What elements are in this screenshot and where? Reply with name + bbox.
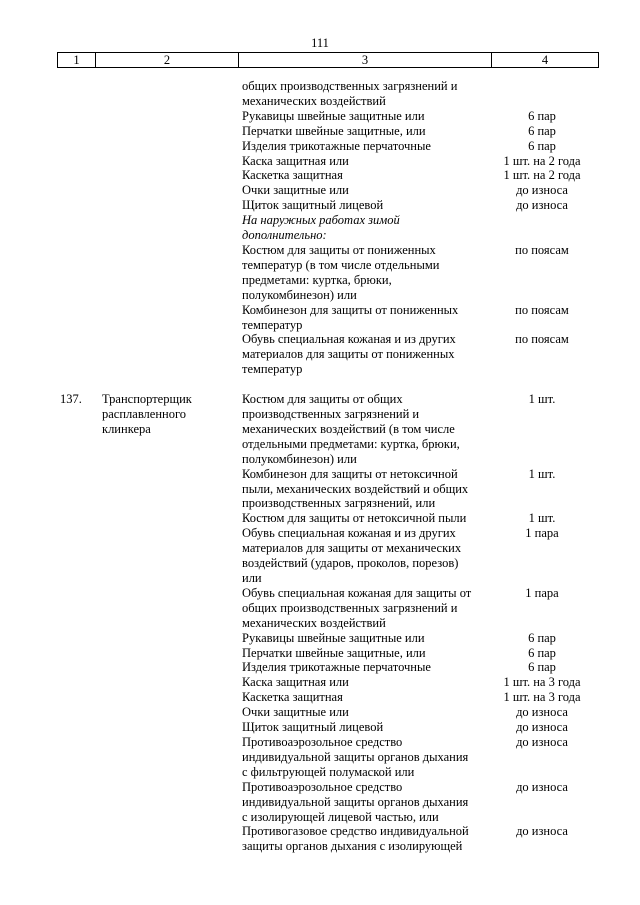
- table-row: [0, 168, 640, 183]
- table-row: [0, 631, 640, 646]
- table-row: [0, 332, 640, 377]
- issue-norm: 6 пар: [528, 123, 556, 138]
- ppe-item-line: Рукавицы швейные защитные или: [242, 630, 425, 645]
- page-number: 111: [311, 36, 329, 50]
- issue-norm: 1 шт.: [528, 392, 556, 407]
- table-row: [0, 392, 640, 467]
- ppe-item: [242, 332, 492, 377]
- table-row: [0, 720, 640, 735]
- ppe-item-line: механических воздействий (в том числе: [242, 421, 455, 436]
- ppe-item-line: Изделия трикотажные перчаточные: [242, 138, 431, 153]
- table-row: [0, 735, 640, 780]
- ppe-item: [242, 467, 492, 512]
- ppe-item-line: Рукавицы швейные защитные или: [242, 108, 425, 123]
- issue-norm: до износа: [516, 824, 568, 839]
- ppe-item: [242, 79, 492, 109]
- ppe-item: [242, 213, 492, 243]
- profession-name-line: расплавленного: [102, 407, 187, 422]
- table-row: [0, 660, 640, 675]
- table-row: [0, 780, 640, 825]
- ppe-item-line: Перчатки швейные защитные, или: [242, 645, 426, 660]
- ppe-item-line: Щиток защитный лицевой: [242, 198, 384, 213]
- table-row: [0, 675, 640, 690]
- ppe-item: [242, 780, 492, 825]
- profession-name-line: клинкера: [102, 421, 151, 436]
- ppe-item: [242, 139, 492, 154]
- table-row: [0, 154, 640, 169]
- column-header-1: 1: [58, 53, 96, 68]
- ppe-item-line: с фильтрующей полумаской или: [242, 764, 415, 779]
- table-row: [0, 511, 640, 526]
- issue-norm: до износа: [516, 734, 568, 749]
- ppe-item-line: Комбинезон для защиты от пониженных: [242, 302, 459, 317]
- ppe-item: [242, 690, 492, 705]
- ppe-item-line: общих производственных загрязнений и: [242, 600, 458, 615]
- row-number: 137.: [60, 392, 82, 407]
- table-row: [0, 243, 640, 303]
- ppe-item: [242, 705, 492, 720]
- ppe-item-line: предметами: куртка, брюки,: [242, 272, 392, 287]
- table-row: [0, 124, 640, 139]
- column-header-2: 2: [96, 53, 239, 68]
- issue-norm: до износа: [516, 779, 568, 794]
- issue-norm: 6 пар: [528, 660, 556, 675]
- ppe-item-line: Каска защитная или: [242, 675, 349, 690]
- ppe-item: [242, 511, 492, 526]
- ppe-item-line: индивидуальной защиты органов дыхания: [242, 794, 469, 809]
- ppe-item-line: Костюм для защиты от пониженных: [242, 242, 436, 257]
- column-header-row: [57, 52, 599, 68]
- ppe-item-line: с изолирующей лицевой частью, или: [242, 809, 439, 824]
- table-row: [0, 526, 640, 586]
- ppe-item-line: Костюм для защиты от нетоксичной пыли: [242, 511, 467, 526]
- ppe-item: [242, 646, 492, 661]
- ppe-item-line: Костюм для защиты от общих: [242, 392, 403, 407]
- ppe-item-line: Перчатки швейные защитные, или: [242, 123, 426, 138]
- issue-norm: до износа: [516, 198, 568, 213]
- table-row: [0, 646, 640, 661]
- issue-norm: до износа: [516, 720, 568, 735]
- issue-norm: 1 пара: [525, 526, 559, 541]
- table-row: [0, 139, 640, 154]
- norms-table-body: [0, 79, 640, 854]
- ppe-item-line: Обувь специальная кожаная для защиты от: [242, 585, 472, 600]
- issue-norm: по поясам: [515, 302, 569, 317]
- issue-norm: 6 пар: [528, 630, 556, 645]
- row-spacer: [0, 377, 640, 392]
- ppe-item-line: температур: [242, 362, 303, 377]
- ppe-item-line: температур: [242, 317, 303, 332]
- table-row: [0, 109, 640, 124]
- ppe-item-line: Обувь специальная кожаная и из других: [242, 526, 456, 541]
- ppe-item-line: На наружных работах зимой: [242, 213, 400, 228]
- issue-norm: по поясам: [515, 242, 569, 257]
- issue-norm: до износа: [516, 705, 568, 720]
- table-row: [0, 198, 640, 213]
- ppe-item-line: Противоаэрозольное средство: [242, 779, 403, 794]
- table-row: [0, 213, 640, 243]
- ppe-item-line: Изделия трикотажные перчаточные: [242, 660, 431, 675]
- ppe-item-line: Каскетка защитная: [242, 168, 343, 183]
- table-row: [0, 303, 640, 333]
- issue-norm: 1 шт.: [528, 511, 556, 526]
- ppe-item: [242, 631, 492, 646]
- issue-norm: 1 пара: [525, 585, 559, 600]
- ppe-item: [242, 526, 492, 586]
- ppe-item-line: отдельными предметами: куртка, брюки,: [242, 436, 460, 451]
- ppe-item-line: воздействий (ударов, проколов, порезов): [242, 556, 459, 571]
- issue-norm: 6 пар: [528, 138, 556, 153]
- column-header-4: 4: [492, 53, 599, 68]
- ppe-item-line: пыли, механических воздействий и общих: [242, 481, 469, 496]
- ppe-item: [242, 154, 492, 169]
- ppe-item: [242, 109, 492, 124]
- table-row: [0, 690, 640, 705]
- column-header-3: 3: [239, 53, 492, 68]
- ppe-item-line: Очки защитные или: [242, 705, 349, 720]
- table-row: [0, 586, 640, 631]
- issue-norm: 1 шт. на 2 года: [503, 168, 581, 183]
- ppe-item-line: производственных загрязнений, или: [242, 496, 436, 511]
- table-row: [0, 79, 640, 109]
- ppe-item: [242, 243, 492, 303]
- ppe-item: [242, 303, 492, 333]
- ppe-item-line: полукомбинезон) или: [242, 451, 357, 466]
- ppe-item-line: материалов для защиты от пониженных: [242, 347, 455, 362]
- ppe-item: [242, 124, 492, 139]
- ppe-item-line: или: [242, 571, 262, 585]
- ppe-item: [242, 824, 492, 854]
- ppe-item-line: дополнительно:: [242, 228, 327, 243]
- ppe-item-line: температур (в том числе отдельными: [242, 257, 440, 272]
- issue-norm: 1 шт. на 2 года: [503, 153, 581, 168]
- ppe-item: [242, 183, 492, 198]
- ppe-item-line: Очки защитные или: [242, 183, 349, 198]
- ppe-item: [242, 735, 492, 780]
- ppe-item: [242, 168, 492, 183]
- ppe-item-line: Каска защитная или: [242, 153, 349, 168]
- table-row: [0, 467, 640, 512]
- table-row: [0, 705, 640, 720]
- issue-norm: 6 пар: [528, 645, 556, 660]
- ppe-item: [242, 392, 492, 467]
- ppe-item: [242, 198, 492, 213]
- issue-norm: 1 шт.: [528, 466, 556, 481]
- ppe-item-line: Щиток защитный лицевой: [242, 720, 384, 735]
- ppe-item: [242, 586, 492, 631]
- issue-norm: до износа: [516, 183, 568, 198]
- ppe-item-line: общих производственных загрязнений и: [242, 79, 458, 93]
- ppe-item-line: механических воздействий: [242, 615, 386, 630]
- profession-name: [102, 392, 237, 437]
- ppe-item-line: Обувь специальная кожаная и из других: [242, 332, 456, 347]
- ppe-item: [242, 720, 492, 735]
- issue-norm: 1 шт. на 3 года: [503, 690, 581, 705]
- ppe-item-line: механических воздействий: [242, 93, 386, 108]
- table-row: [0, 183, 640, 198]
- ppe-item-line: Каскетка защитная: [242, 690, 343, 705]
- issue-norm: 1 шт. на 3 года: [503, 675, 581, 690]
- table-row: [0, 824, 640, 854]
- ppe-item-line: Комбинезон для защиты от нетоксичной: [242, 466, 458, 481]
- profession-name-line: Транспортерщик: [102, 392, 192, 407]
- ppe-item: [242, 660, 492, 675]
- ppe-item-line: материалов для защиты от механических: [242, 541, 462, 556]
- ppe-item-line: полукомбинезон) или: [242, 287, 357, 302]
- issue-norm: по поясам: [515, 332, 569, 347]
- ppe-item-line: производственных загрязнений и: [242, 407, 420, 422]
- issue-norm: 6 пар: [528, 108, 556, 123]
- ppe-item-line: Противоаэрозольное средство: [242, 734, 403, 749]
- ppe-item: [242, 675, 492, 690]
- ppe-item-line: индивидуальной защиты органов дыхания: [242, 749, 469, 764]
- ppe-item-line: Противогазовое средство индивидуальной: [242, 824, 469, 839]
- ppe-item-line: защиты органов дыхания с изолирующей: [242, 839, 463, 854]
